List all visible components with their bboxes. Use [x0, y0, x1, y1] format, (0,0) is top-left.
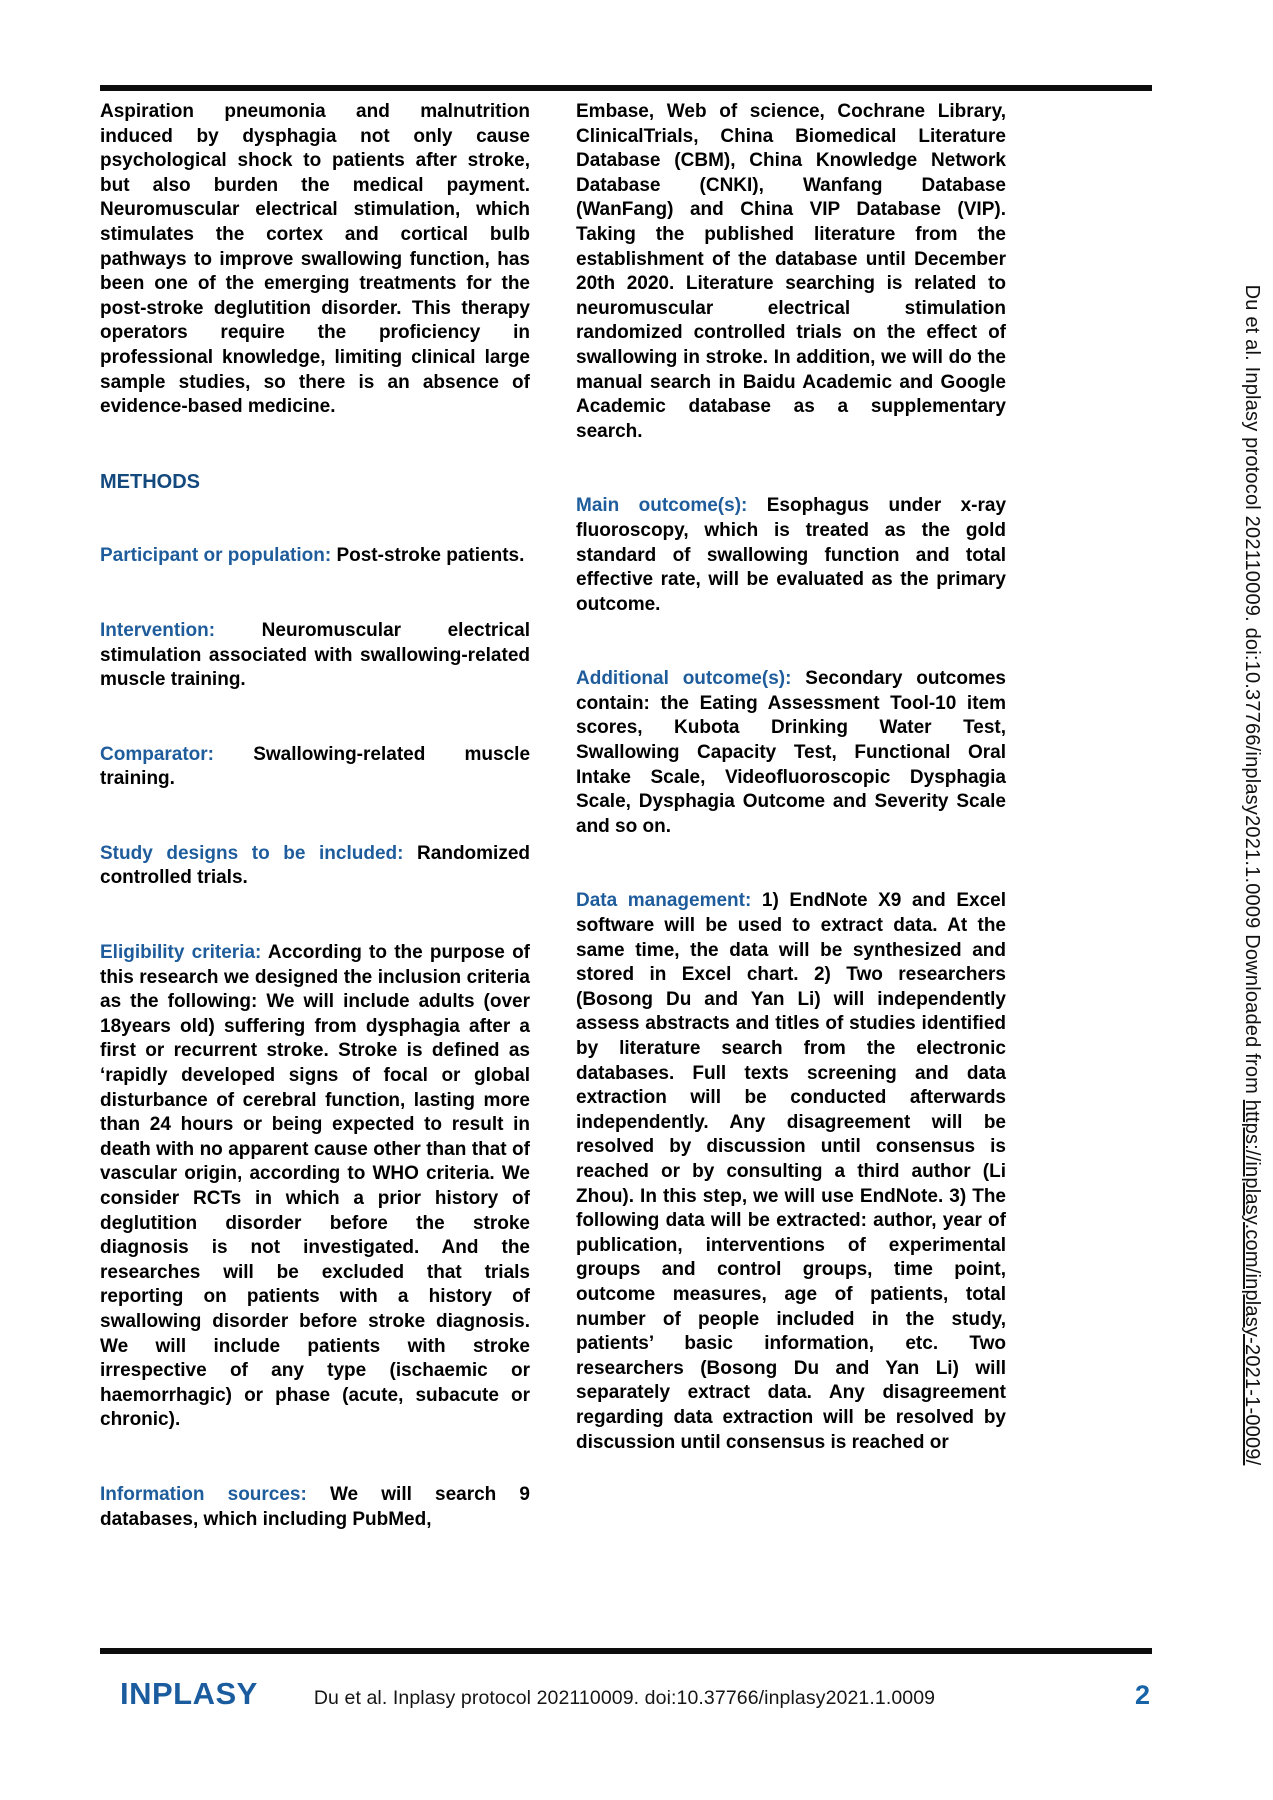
comparator-text: Swallowing-related muscle training. — [100, 743, 531, 790]
additional-outcome-text: Secondary outcomes contain: the Eating Assessment Tool-10 item scores, Kubota Drinking Water Test, Swallowing Capacity Test, Functional Oral Intake Scale, Videofluoroscopic Dysphagia Scale, Dysphagia Outcome and Severity Scale and so on. — [576, 668, 1007, 837]
footer-rule — [100, 1648, 1152, 1654]
intervention-paragraph — [100, 619, 530, 693]
eligibility-paragraph — [100, 941, 530, 1433]
intro-text: Aspiration pneumonia and malnutrition induced by dysphagia not only cause psychological shock to patients after stroke, but also burden the medical payment. Neuromuscular electrical stimulation, which stimulates the cortex and cortical bulb pathways to improve swallowing function, has been one of the emerging treatments for the post-stroke deglutition disorder. This therapy operators require the proficiency in professional knowledge, limiting clinical large sample studies, so there is an absence of evidence-based medicine. — [100, 101, 530, 418]
rotated-margin-citation — [1237, 245, 1263, 1505]
data-management-text: 1) EndNote X9 and Excel software will be used to extract data. At the same time, the data will be synthesized and stored in Excel chart. 2) Two researchers (Bosong Du and Yan Li) will independently assess abstracts and titles of studies identified by literature search from the electronic databases. Full texts screening and data extraction will be conducted afterwards independently. Any disagreement will be resolved by discussion until consensus is reached or by consulting a third author (Li Zhou). In this step, we will use EndNote. 3) The following data will be extracted: author, year of publication, interventions of experimental groups and control groups, time point, outcome measures, age of patients, total number of people included in the study, patients’ basic information, etc. Two researchers (Bosong Du and Yan Li) will separately extract data. Any disagreement regarding data extraction will be resolved by discussion until consensus is reached or — [576, 890, 1006, 1453]
inplasy-logo: INPLASY — [120, 1676, 258, 1711]
information-sources-label: Information sources: — [100, 1483, 307, 1505]
participant-text: Post-stroke patients. — [336, 545, 525, 567]
main-outcome-paragraph — [576, 494, 1006, 617]
intro-paragraph — [100, 100, 530, 420]
footer-citation: Du et al. Inplasy protocol 202110009. doi:10.37766/inplasy2021.1.0009 — [313, 1687, 936, 1709]
participant-paragraph — [100, 544, 530, 569]
intervention-label: Intervention: — [100, 619, 216, 641]
study-designs-label: Study designs to be included: — [100, 842, 404, 864]
data-management-paragraph — [576, 889, 1006, 1455]
main-outcome-text: Esophagus under x-ray fluoroscopy, which is treated as the gold standard of swallowing function and total effective rate, will be evaluated as the primary outcome. — [576, 495, 1007, 615]
footer — [100, 1676, 1152, 1712]
comparator-label: Comparator: — [100, 743, 215, 765]
study-designs-paragraph — [100, 842, 530, 891]
additional-outcome-paragraph — [576, 667, 1006, 839]
participant-label: Participant or population: — [100, 545, 332, 567]
eligibility-text: According to the purpose of this research we designed the inclusion criteria as the following: We will include adults (over 18years old) suffering from dysphagia after a first or recurrent stroke. Stroke is defined as ‘rapidly developed signs of focal or global disturbance of cerebral function, lasting more than 24 hours or being expected to result in death with no apparent cause other than that of vascular origin, according to WHO criteria. We consider RCTs in which a prior history of deglutition disorder before the stroke diagnosis is not investigated. And the researches will be excluded that trials reporting on patients with a history of swallowing disorder before stroke diagnosis. We will include patients with stroke irrespective of any type (ischaemic or haemorrhagic) or phase (acute, subacute or chronic). — [100, 942, 531, 1431]
information-sources-paragraph — [100, 1483, 530, 1532]
information-sources-text: We will search 9 databases, which including PubMed, — [100, 1483, 530, 1530]
continuation-text: Embase, Web of science, Cochrane Library, ClinicalTrials, China Biomedical Literature Database (CBM), China Knowledge Network Database (CNKI), Wanfang Database (WanFang) and China VIP Database (VIP). Taking the published literature from the establishment of the database until December 20th 2020. Literature searching is related to neuromuscular electrical stimulation randomized controlled trials on the effect of swallowing in stroke. In addition, we will do the manual search in Baidu Academic and Google Academic database as a supplementary search. — [576, 101, 1006, 442]
additional-outcome-label: Additional outcome(s): — [576, 668, 792, 690]
top-rule — [100, 85, 1152, 91]
margin-citation-link[interactable]: https://inplasy.com/inplasy-2021-1-0009/ — [1241, 1099, 1263, 1466]
two-column-body — [100, 100, 1006, 1532]
study-designs-text: Randomized controlled trials. — [100, 842, 530, 889]
eligibility-label: Eligibility criteria: — [100, 942, 262, 964]
continuation-paragraph — [576, 100, 1006, 444]
main-outcome-label: Main outcome(s): — [576, 495, 748, 517]
methods-heading: METHODS — [100, 470, 200, 493]
page-number: 2 — [1134, 1680, 1150, 1710]
comparator-paragraph — [100, 743, 530, 792]
data-management-label: Data management: — [576, 890, 752, 912]
right-column — [576, 100, 1006, 1532]
margin-citation-text: Du et al. Inplasy protocol 202110009. doi:10.37766/inplasy2021.1.0009 Downloaded from — [1241, 284, 1263, 1095]
left-column — [100, 100, 530, 1532]
intervention-text: Neuromuscular electrical stimulation associated with swallowing-related muscle training. — [100, 619, 531, 691]
